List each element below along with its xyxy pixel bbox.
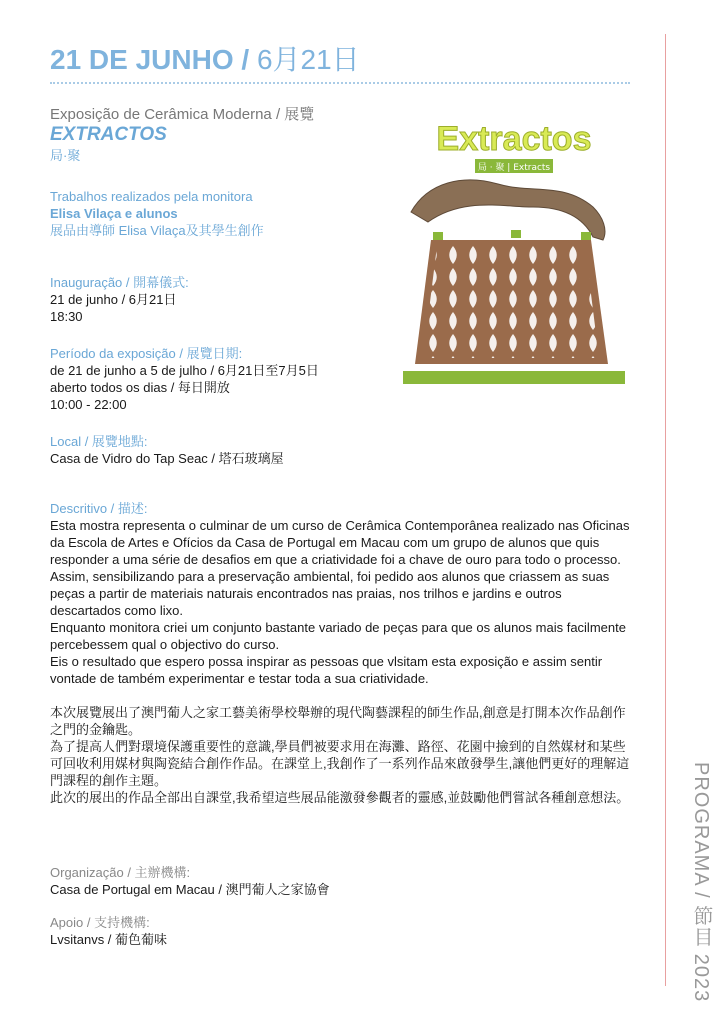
page-title [50, 38, 360, 78]
poster-title: Extractos [436, 120, 592, 158]
inauguration-block [50, 274, 189, 325]
exhibition-poster-image [403, 112, 625, 384]
side-label: PROGRAMA / 節目 2023 [690, 762, 712, 1003]
green-clip-icon [581, 232, 591, 240]
exhibition-name-zh: 局·聚 [50, 148, 81, 163]
green-clip-icon [511, 230, 521, 238]
description-pt-paragraph: Assim, sensibilizando para a preservação ambiental, foi pedido aos alunos que criassem as suas peças a partir de materiais naturais encontrados nas praias, nos trilhos e jardins e outros descartados como lixo. [50, 569, 610, 618]
organization-block [50, 864, 330, 898]
location-label: Local / 展覽地點: [50, 434, 148, 449]
description-zh-paragraph: 為了提高人們對環境保護重要性的意識,學員們被要求用在海灘、路徑、花園中撿到的自然媒材和某些可回收利用媒材與陶瓷結合創作作品。在課堂上,我創作了一系列作品來啟發學生,讓他們更好的理解這門課程的創作主題。 [50, 739, 630, 788]
period-open: aberto todos os dias / 每日開放 [50, 380, 230, 395]
organization-value: Casa de Portugal em Macau / 澳門葡人之家協會 [50, 882, 330, 897]
period-label: Período da exposição / 展覽日期: [50, 346, 243, 361]
description-pt-paragraph: Enquanto monitora criei um conjunto bastante variado de peças para que os alunos mais facilmente percebessem qual o objectivo do curso. [50, 620, 626, 652]
green-clip-icon [433, 232, 443, 240]
description-zh-paragraph: 此次的展出的作品全部出自課堂,我希望這些展品能激發參觀者的靈感,並鼓勵他們嘗試各種創意想法。 [50, 790, 630, 805]
period-hours: 10:00 - 22:00 [50, 397, 127, 412]
works-label: Trabalhos realizados pela monitora [50, 189, 253, 204]
location-block [50, 433, 284, 467]
inauguration-time: 18:30 [50, 309, 83, 324]
description-zh-paragraph: 本次展覽展出了澳門葡人之家工藝美術學校舉辦的現代陶藝課程的師生作品,創意是打開本次作品創作之門的金鑰匙。 [50, 705, 626, 737]
period-block [50, 345, 319, 413]
description-block [50, 500, 635, 806]
date-separator: / [233, 44, 257, 75]
date-zh: 6月21日 [256, 44, 360, 75]
header-divider [50, 82, 630, 84]
inauguration-label: Inauguração / 開幕儀式: [50, 275, 189, 290]
period-dates: de 21 de junho a 5 de julho / 6月21日至7月5日 [50, 363, 319, 378]
works-names-zh: 展品由導師 Elisa Vilaça及其學生創作 [50, 223, 264, 238]
works-names: Elisa Vilaça e alunos [50, 206, 178, 221]
description-pt-paragraph: Esta mostra representa o culminar de um curso de Cerâmica Contemporânea realizado nas Oficinas da Escola de Artes e Ofícios da Casa de Portugal em Macau com um grupo de alunos que quis responder a uma série de desafios em que a criatividade foi a chave de ouro para todo o processo. [50, 518, 630, 567]
date-pt: 21 DE JUNHO [50, 44, 234, 75]
exhibition-block [50, 106, 314, 164]
support-label: Apoio / 支持機構: [50, 915, 150, 930]
exhibition-type: Exposição de Cerâmica Moderna / 展覽 [50, 106, 315, 123]
location-value: Casa de Vidro do Tap Seac / 塔石玻璃屋 [50, 451, 284, 466]
organization-label: Organização / 主辦機構: [50, 865, 191, 880]
description-pt-paragraph: Eis o resultado que espero possa inspirar as pessoas que vlsitam esta exposição e assim sentir vontade de também experimentar e testar toda a sua criatividade. [50, 654, 603, 686]
support-value: Lvsitanvs / 葡色葡味 [50, 932, 168, 947]
driftwood-handle-icon [411, 180, 605, 240]
poster-subtitle: 局 · 聚 | Extracts [477, 163, 551, 173]
support-block [50, 914, 167, 948]
works-block [50, 188, 264, 239]
poster-base-bar [403, 371, 625, 384]
inauguration-date: 21 de junho / 6月21日 [50, 292, 177, 307]
description-label: Descritivo / 描述: [50, 501, 148, 516]
exhibition-name: EXTRACTOS [50, 124, 167, 145]
margin-rule [665, 34, 666, 986]
ceramic-bag-pattern [423, 246, 599, 358]
